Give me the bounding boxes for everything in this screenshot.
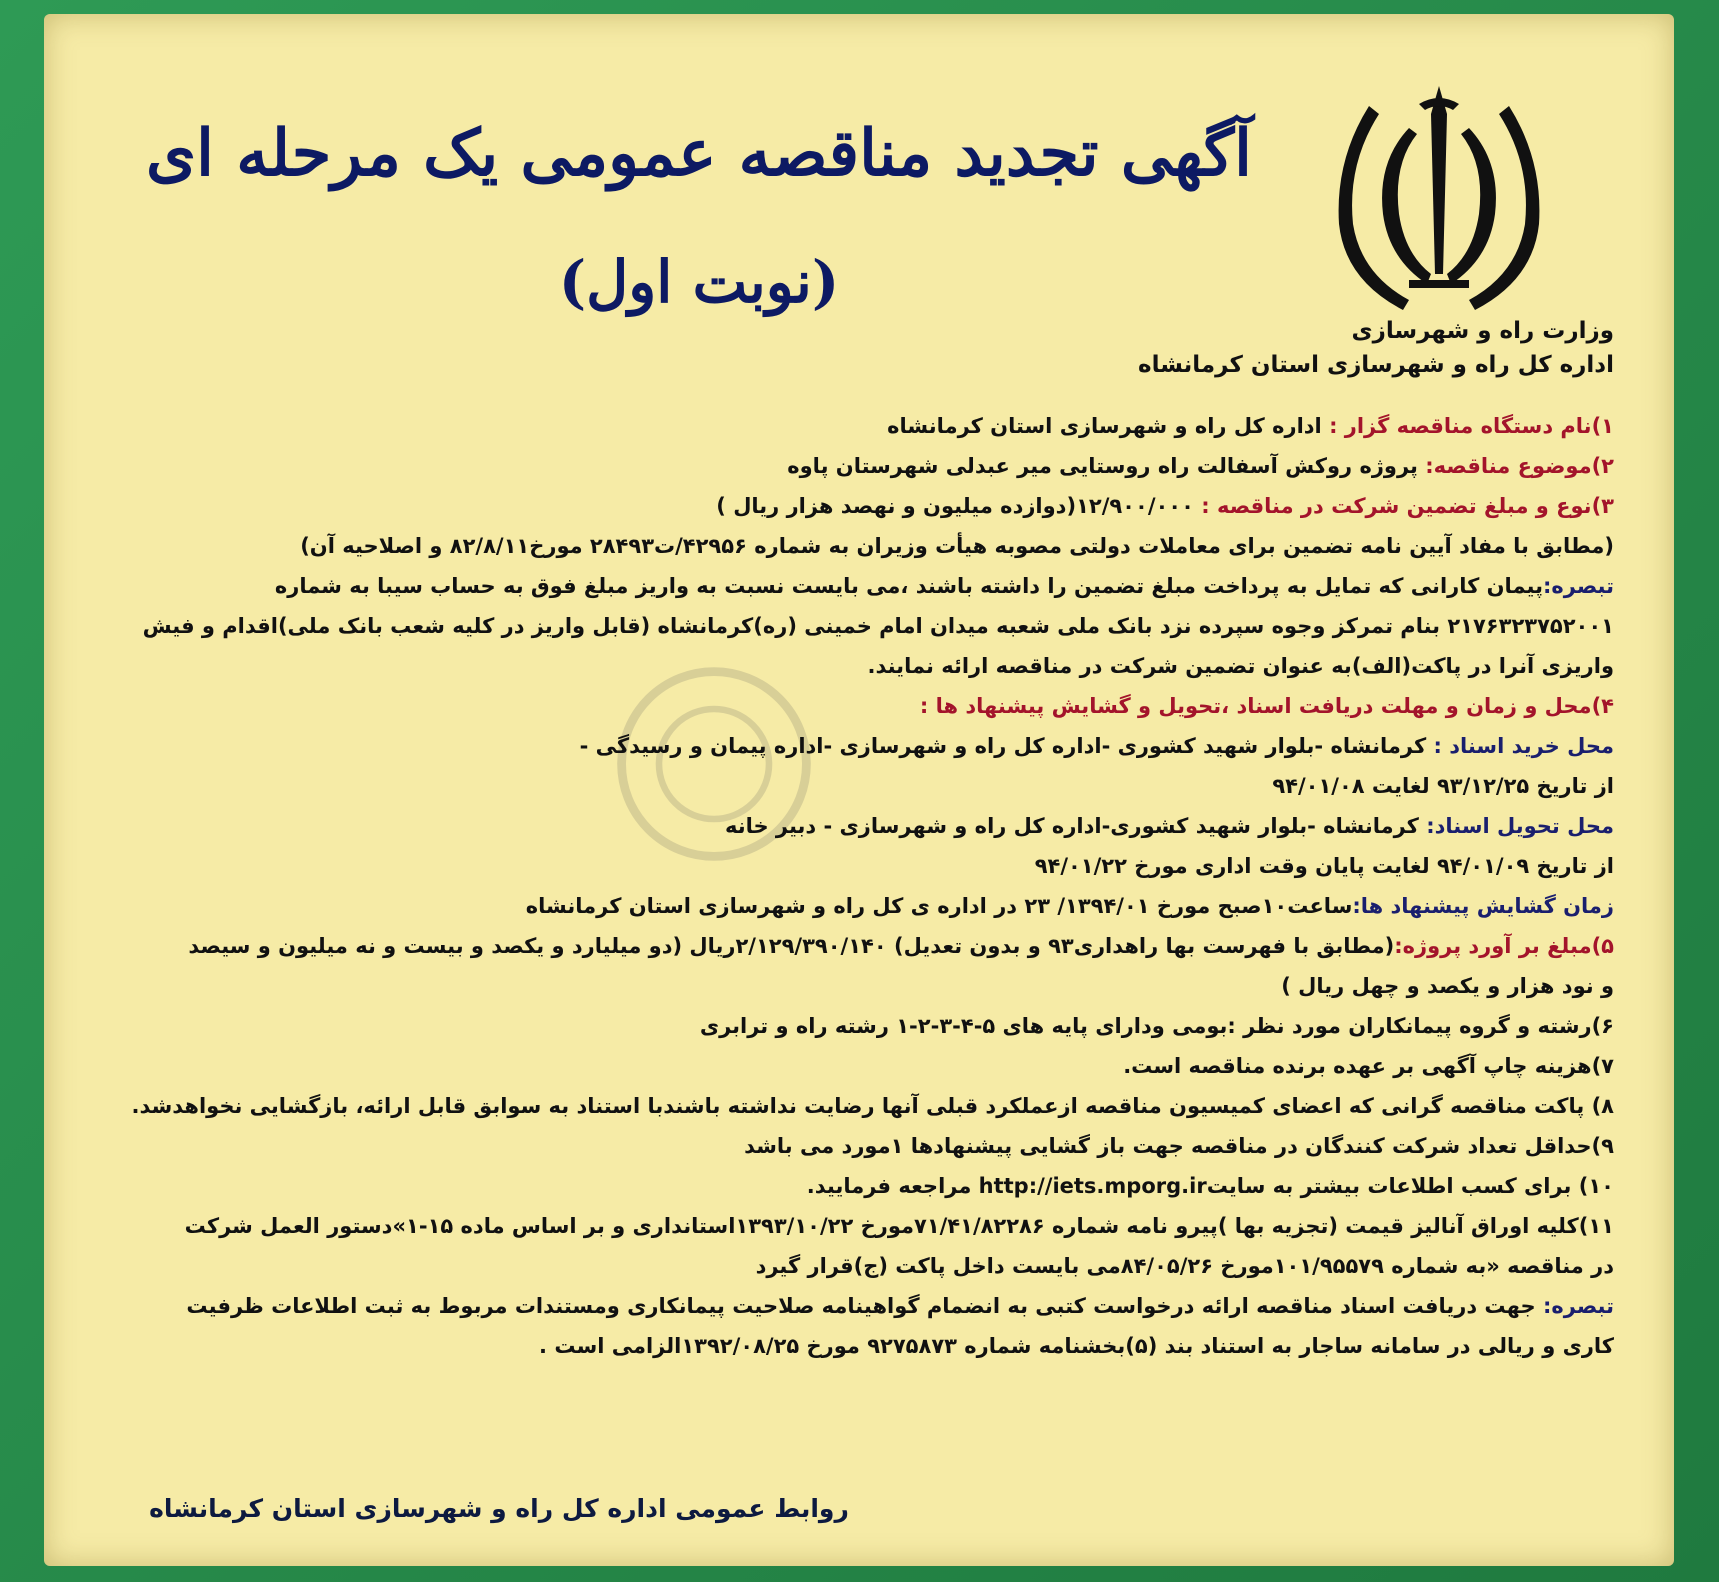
item-10: ۱۰) برای کسب اطلاعات بیشتر به سایتhttp://iets.mporg.ir مراجعه فرمایید. <box>806 1174 1614 1198</box>
item-4: ۴)محل و زمان و مهلت دریافت اسناد ،تحویل و گشایش پیشنهاد ها : <box>919 694 1614 718</box>
item-5-line-2: و نود هزار و یکصد و چهل ریال ) <box>1281 974 1614 998</box>
item-9: ۹)حداقل تعداد شرکت کنندگان در مناقصه جهت باز گشایی پیشنهادها ۱مورد می باشد <box>744 1134 1614 1158</box>
iran-emblem-icon <box>1334 74 1544 314</box>
item-11-line-1: ۱۱)کلیه اوراق آنالیز قیمت (تجزیه بها )پیرو نامه شماره ۷۱/۴۱/۸۲۲۸۶مورخ ۱۳۹۳/۱۰/۲۲استانداری و بر اساس ماده ۱۵-۱»دستور العمل شرکت <box>184 1214 1614 1238</box>
announcement-body <box>68 406 1614 1366</box>
header <box>44 14 1674 414</box>
buy-location: محل خرید اسناد : کرمانشاه -بلوار شهید کشوری -اداره کل راه و شهرسازی -اداره پیمان و رسیدگی - <box>579 734 1614 758</box>
website-link[interactable]: http://iets.mporg.ir <box>978 1174 1207 1198</box>
ministry-block <box>1138 314 1614 382</box>
item-3-note: (مطابق با مفاد آیین نامه تضمین برای معاملات دولتی مصوبه هیأت وزیران به شماره ۴۲۹۵۶/ت۲۸۴۹۳ مورخ۸۲/۸/۱۱ و اصلاحیه آن) <box>300 534 1614 558</box>
ministry-name: وزارت راه و شهرسازی <box>1351 318 1614 344</box>
note-1-line-1: تبصره:پیمان کارانی که تمایل به پرداخت مبلغ تضمین را داشته باشند ،می بایست نسبت به واریز مبلغ فوق به حساب سیبا به شماره <box>274 574 1614 598</box>
opening-time: زمان گشایش پیشنهاد ها:ساعت۱۰صبح مورخ ۱۳۹۴/۰۱/ ۲۳ در اداره ی کل راه و شهرسازی استان کرمانشاه <box>525 894 1614 918</box>
deliver-location: محل تحویل اسناد: کرمانشاه -بلوار شهید کشوری-اداره کل راه و شهرسازی - دبیر خانه <box>724 814 1614 838</box>
note-2-line-2: کاری و ریالی در سامانه ساجار به استناد بند (۵)بخشنامه شماره ۹۲۷۵۸۷۳ مورخ ۱۳۹۲/۰۸/۲۵الزامی است . <box>539 1334 1614 1358</box>
note-1-line-2: ۲۱۷۶۳۲۳۷۵۲۰۰۱ بنام تمرکز وجوه سپرده نزد بانک ملی شعبه میدان امام خمینی (ره)کرمانشاه (قابل واریز در کلیه شعب بانک ملی)اقدام و فیش <box>142 614 1614 638</box>
note-1-line-3: واریزی آنرا در پاکت(الف)به عنوان تضمین شرکت در مناقصه ارائه نمایند. <box>867 654 1614 678</box>
title-line-2: (نوبت اول) <box>558 248 840 316</box>
item-6: ۶)رشته و گروه پیمانکاران مورد نظر :بومی ودارای پایه های ۵-۴-۳-۲-۱ رشته راه و ترابری <box>699 1014 1614 1038</box>
department-name: اداره کل راه و شهرسازی استان کرمانشاه <box>1138 352 1614 378</box>
announcement-paper <box>44 14 1674 1566</box>
item-2: ۲)موضوع مناقصه: پروژه روکش آسفالت راه روستایی میر عبدلی شهرستان پاوه <box>787 454 1614 478</box>
item-8: ۸) پاکت مناقصه گرانی که اعضای کمیسیون مناقصه ازعملکرد قبلی آنها رضایت نداشته باشندبا استناد به سوابق قابل ارائه، بازگشایی نخواهدشد. <box>131 1094 1614 1118</box>
item-1: ۱)نام دستگاه مناقصه گزار : اداره کل راه و شهرسازی استان کرمانشاه <box>887 414 1614 438</box>
item-7: ۷)هزینه چاپ آگهی بر عهده برنده مناقصه است. <box>1123 1054 1614 1078</box>
signature: روابط عمومی اداره کل راه و شهرسازی استان کرمانشاه <box>149 1494 849 1523</box>
title-line-1: آگهی تجدید مناقصه عمومی یک مرحله ای <box>146 116 1252 191</box>
buy-date: از تاریخ ۹۳/۱۲/۲۵ لغایت ۹۴/۰۱/۰۸ <box>1272 774 1614 798</box>
item-3: ۳)نوع و مبلغ تضمین شرکت در مناقصه : ۱۲/۹۰۰/۰۰۰(دوازده میلیون و نهصد هزار ریال ) <box>716 494 1614 518</box>
note-2-line-1: تبصره: جهت دریافت اسناد مناقصه ارائه درخواست کتبی به انضمام گواهینامه صلاحیت پیمانکاری ومستندات مربوط به ثبت اطلاعات ظرفیت <box>186 1294 1614 1318</box>
deliver-date: از تاریخ ۹۴/۰۱/۰۹ لغایت پایان وقت اداری مورخ ۹۴/۰۱/۲۲ <box>1034 854 1614 878</box>
item-11-line-2: در مناقصه «به شماره ۱۰۱/۹۵۵۷۹مورخ ۸۴/۰۵/۲۶می بایست داخل پاکت (ج)قرار گیرد <box>755 1254 1614 1278</box>
item-5-line-1: ۵)مبلغ بر آورد پروژه:(مطابق با فهرست بها راهداری۹۳ و بدون تعدیل) ۲/۱۲۹/۳۹۰/۱۴۰ریال (دو میلیارد و یکصد و بیست و نه میلیون و سیصد <box>188 934 1614 958</box>
